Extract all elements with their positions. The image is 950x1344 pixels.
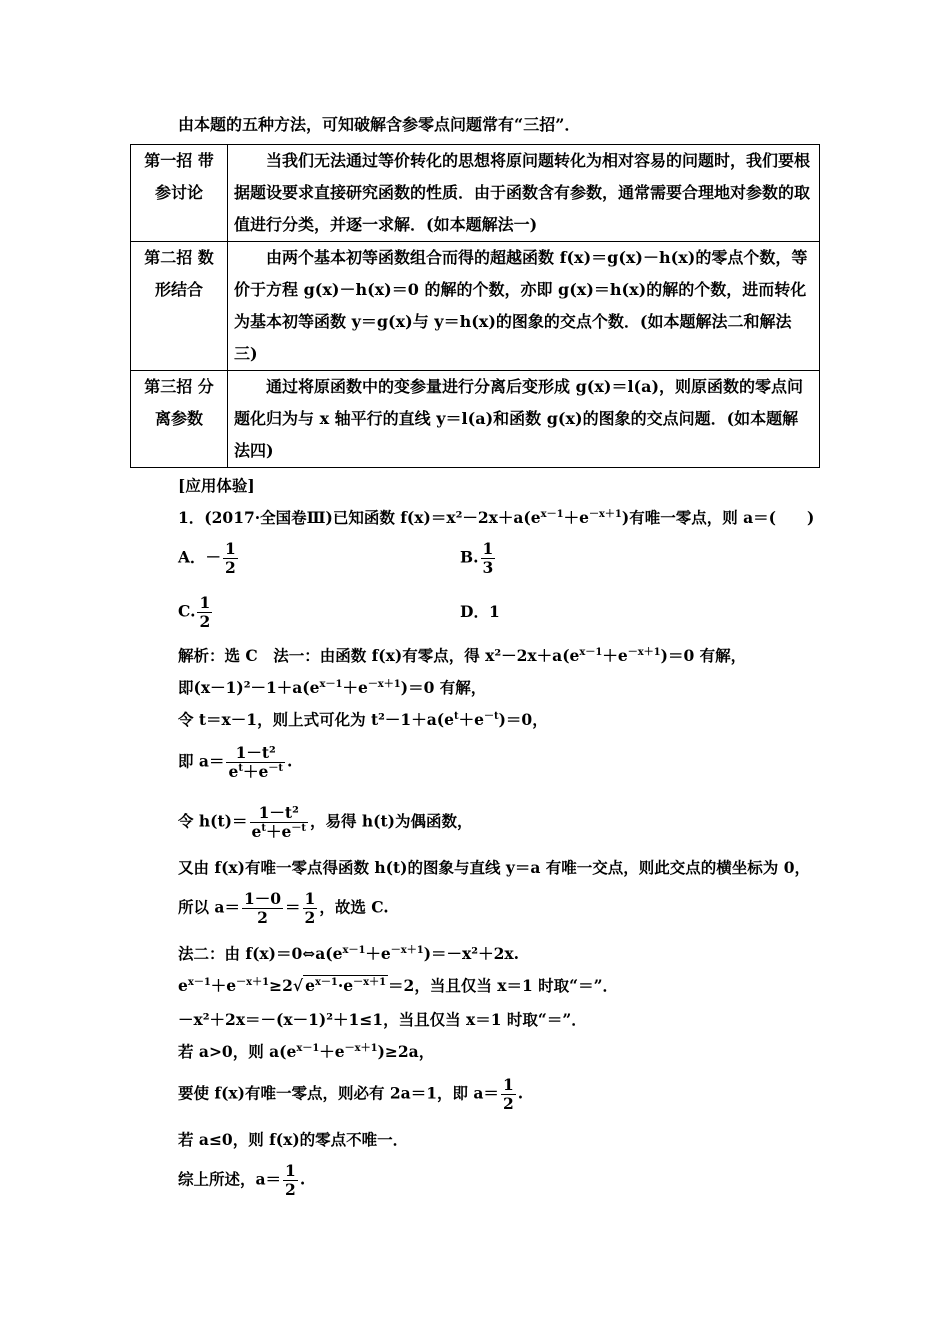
method-desc: 当我们无法通过等价转化的思想将原问题转化为相对容易的问题时，我们要根据题设要求直接研究函数的性质．由于函数含有参数，通常需要合理地对参数的取值进行分类，并逐一求解．(如本题解法一) [228,145,820,242]
question-text: 1．(2017·全国卷Ⅲ)已知函数 $f(x)=x^2-2x+a(e^{x-1}+e^{-x+1})$有唯一零点，则 a＝( ) [178,508,815,527]
table-row [131,371,820,468]
solution-line: 又由 f(x)有唯一零点得函数 h(t)的图象与直线 y＝a 有唯一交点，则此交点的横坐标为 0， [178,858,810,877]
solution-line: 解析：选 C 法一：由函数 f(x)有零点，得 $x^2-2x+a(e^{x-1}+e^{-x+1})=0$ 有解， [178,646,747,665]
methods-table [130,144,820,468]
solution-line: －x²＋2x＝－(x－1)²＋1≤1，当且仅当 x＝1 时取“＝”． [178,1010,587,1029]
table-row [131,242,820,371]
solution-line: 即$(x-1)^2-1+a(e^{x-1}+e^{-x+1})=0$ 有解， [178,678,487,697]
option-b: B. $\frac{1}{3}$ [460,539,494,577]
solution-line: 令 h(t)＝ $\frac{\text{1－t²}}{e^t+e^{-t}}$ ，易得 h(t)为偶函数， [178,803,473,841]
table-row [131,145,820,242]
method-desc: 通过将原函数中的变参量进行分离后变形成 g(x)＝l(a)，则原函数的零点问题化归为与 x 轴平行的直线 y＝l(a)和函数 g(x)的图象的交点问题．(如本题解法四) [228,371,820,468]
solution-line: 综上所述，a＝ $\frac{1}{2}$ . [178,1161,306,1199]
solution-line: 法二：由 $f(x)=0\Leftrightarrow a(e^{x-1}+e^{-x+1})=-x^2+2x$. [178,944,519,963]
solution-line: 所以 a＝ $\frac{1-0}{2}$ ＝ $\frac{1}{2}$ ，故选 C. [178,889,389,927]
method-name: 第二招 数形结合 [131,242,228,371]
method-name: 第三招 分离参数 [131,371,228,468]
section-title: [应用体验] [178,476,255,495]
solution-line: $e^{x-1}+e^{-x+1}\ge 2√$ $e^{x-1}\cdot e^{-x+1} =2$，当且仅当 x＝1 时取“＝”． [178,976,618,995]
solution-line: 若 a>0，则 $a(e^{x-1}+e^{-x+1})\ge 2a$， [178,1042,435,1061]
solution-line: 即 a＝ $\frac{\text{1－t²}}{e^t+e^{-t}}$ . [178,743,293,781]
method-name: 第一招 带参讨论 [131,145,228,242]
option-a: A．－ $\frac{1}{2}$ [178,539,236,577]
method-desc: 由两个基本初等函数组合而得的超越函数 f(x)＝g(x)－h(x)的零点个数，等价于方程 g(x)－h(x)＝0 的解的个数，亦即 g(x)＝h(x)的解的个数，进而转化为基本初等函数 y＝g(x)与 y＝h(x)的图象的交点个数．(如本题解法二和解法三) [228,242,820,371]
solution-line: 令 t＝x－1，则上式可化为 $t^2-1+a(e^t+e^{-t})=0$， [178,710,548,729]
solution-line: 要使 f(x)有唯一零点，则必有 2a＝1，即 a＝ $\frac{1}{2}$ . [178,1075,524,1113]
option-d: D．1 [460,602,500,621]
solution-line: 若 a≤0，则 f(x)的零点不唯一． [178,1130,409,1149]
intro-text: 由本题的五种方法，可知破解含参零点问题常有“三招”． [178,115,581,134]
option-c: C. $\frac{1}{2}$ [178,593,211,631]
